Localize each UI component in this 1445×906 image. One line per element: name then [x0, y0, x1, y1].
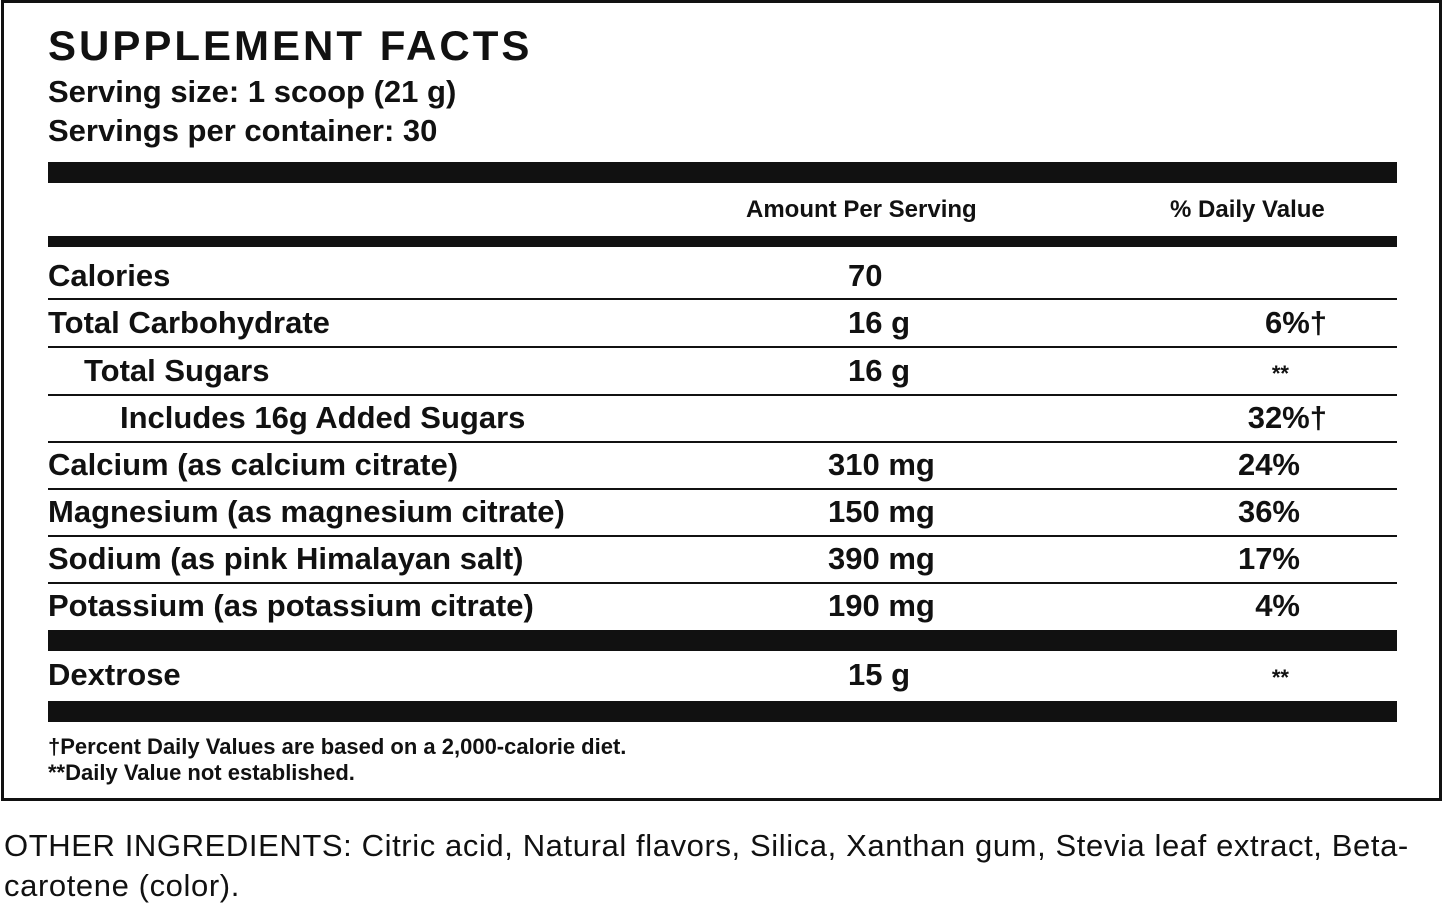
nutrient-name: Calories	[48, 258, 171, 293]
nutrient-amount: 16 g	[848, 305, 911, 340]
nutrient-row-magnesium	[48, 488, 1397, 535]
nutrient-name: Magnesium (as magnesium citrate)	[48, 494, 565, 529]
nutrient-amount: 390 mg	[828, 541, 935, 576]
nutrient-daily-value: 24%	[1237, 447, 1300, 482]
nutrient-row-total-sugars	[48, 347, 1397, 394]
nutrient-row-dextrose	[48, 651, 1397, 698]
nutrient-amount: 150 mg	[828, 494, 935, 529]
nutrient-row-added-sugars	[48, 394, 1397, 441]
nutrient-daily-value: **	[1271, 665, 1289, 690]
nutrient-row-sodium	[48, 535, 1397, 582]
nutrient-name: Sodium (as pink Himalayan salt)	[48, 541, 524, 576]
other-ingredients: OTHER INGREDIENTS: Citric acid, Natural flavors, Silica, Xanthan gum, Stevia leaf extract, Beta-carotene (color).	[4, 828, 1409, 903]
nutrient-name: Total Carbohydrate	[48, 305, 330, 340]
nutrient-row-calories	[48, 252, 1397, 299]
nutrient-daily-value: 32%†	[1247, 400, 1327, 435]
nutrient-name: Potassium (as potassium citrate)	[48, 588, 534, 623]
amount-per-serving-header: Amount Per Serving	[746, 196, 977, 223]
nutrient-daily-value: 4%	[1255, 588, 1300, 623]
nutrient-amount: 16 g	[848, 353, 911, 388]
daily-value-header: % Daily Value	[1170, 196, 1325, 223]
nutrient-name: Dextrose	[48, 657, 181, 692]
thick-divider-top	[48, 162, 1397, 183]
nutrient-row-potassium	[48, 582, 1397, 629]
nutrient-row-total-carbohydrate	[48, 299, 1397, 346]
nutrient-name: Total Sugars	[84, 353, 270, 388]
thick-divider-bottom	[48, 701, 1397, 722]
thick-divider-mid	[48, 630, 1397, 651]
serving-size: Serving size: 1 scoop (21 g)	[48, 74, 457, 109]
nutrient-daily-value: 6%†	[1264, 305, 1327, 340]
nutrient-amount: 15 g	[848, 657, 911, 692]
footnote-daily-value-not-established: **Daily Value not established.	[48, 760, 355, 785]
nutrient-amount: 190 mg	[828, 588, 935, 623]
nutrient-daily-value: 17%	[1237, 541, 1300, 576]
servings-per-container: Servings per container: 30	[48, 113, 438, 148]
nutrient-name: Includes 16g Added Sugars	[120, 400, 526, 435]
nutrient-row-calcium	[48, 441, 1397, 488]
footnote-percent-daily-value: †Percent Daily Values are based on a 2,000-calorie diet.	[48, 734, 627, 759]
panel-title: SUPPLEMENT FACTS	[48, 22, 533, 69]
nutrient-amount: 310 mg	[828, 447, 935, 482]
nutrient-amount: 70	[848, 258, 883, 293]
nutrient-daily-value: **	[1271, 361, 1289, 386]
nutrient-name: Calcium (as calcium citrate)	[48, 447, 459, 482]
thick-divider-header	[48, 236, 1397, 247]
nutrient-daily-value: 36%	[1237, 494, 1300, 529]
